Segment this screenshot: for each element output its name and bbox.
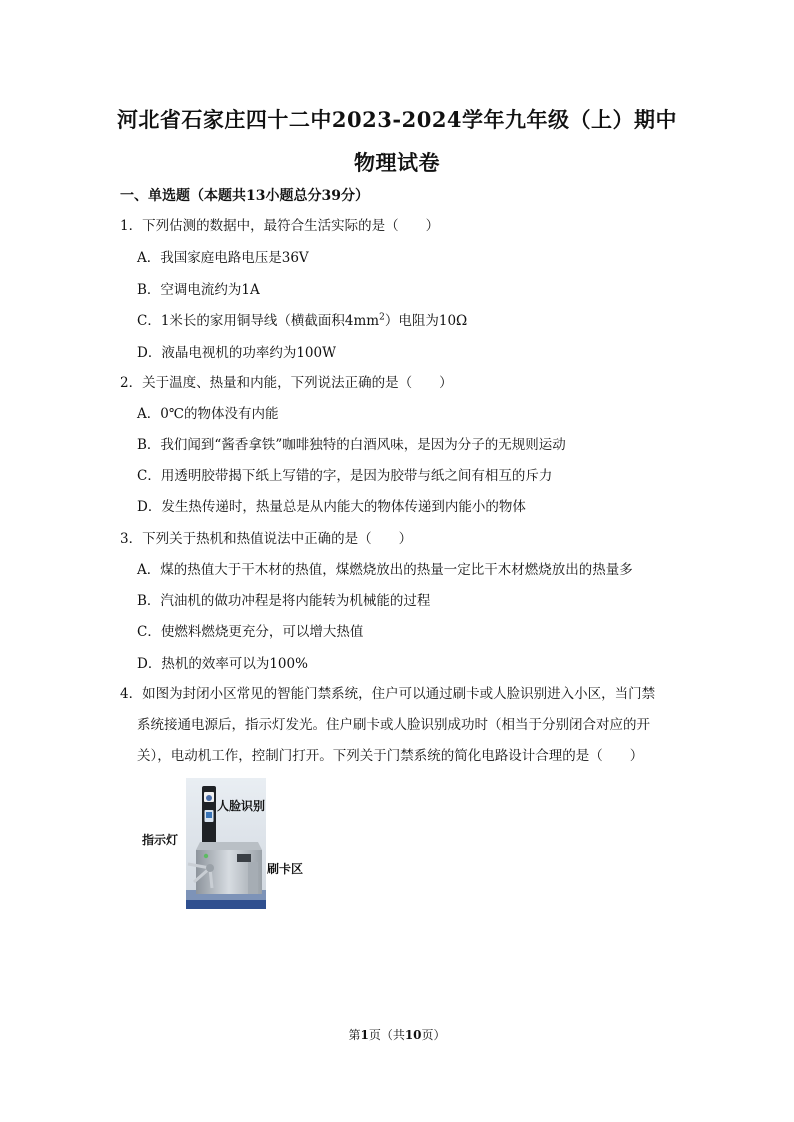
page-number: 1 [360,1028,369,1042]
question-3-option-c: C．使燃料燃烧更充分，可以增大热值 [137,624,364,640]
page-footer [0,1026,794,1043]
exam-title-line1: 河北省石家庄四十二中2023-2024学年九年级（上）期中 [116,107,678,132]
question-1-option-a: A．我国家庭电路电压是36V [137,250,309,266]
question-4-stem-line3: 关），电动机工作，控制门打开。下列关于门禁系统的简化电路设计合理的是（ ） [137,748,644,764]
question-3-option-a: A．煤的热值大于干木材的热值，煤燃烧放出的热量一定比干木材燃烧放出的热量多 [137,562,633,578]
face-recognition-label: 人脸识别 [217,799,266,813]
footer-prefix: 第 [348,1028,361,1042]
question-4-stem-line1: 4．如图为封闭小区常见的智能门禁系统，住户可以通过刷卡或人脸识别进入小区，当门禁 [120,686,656,702]
question-1-stem: 1．下列估测的数据中，最符合生活实际的是（ ） [120,218,440,234]
question-2-option-b: B．我们闻到“酱香拿铁”咖啡独特的白酒风味，是因为分子的无规则运动 [137,437,566,453]
option-c-tail: ）电阻为10Ω [384,313,468,329]
exam-title-line2: 物理试卷 [354,150,440,175]
access-control-figure [140,778,310,913]
question-1-option-c [137,312,467,330]
question-3-option-d: D．热机的效率可以为100% [137,656,308,672]
question-3-stem: 3．下列关于热机和热值说法中正确的是（ ） [120,531,413,547]
question-2-stem: 2．关于温度、热量和内能，下列说法正确的是（ ） [120,375,453,391]
question-2-option-c: C．用透明胶带揭下纸上写错的字，是因为胶带与纸之间有相互的斥力 [137,468,553,484]
question-4-stem-line2: 系统接通电源后，指示灯发光。住户刷卡或人脸识别成功时（相当于分别闭合对应的开 [137,717,650,733]
footer-suffix: 页） [421,1028,446,1042]
option-c-text: C．1米长的家用铜导线（横截面积4mm [137,313,380,329]
question-1-option-b: B．空调电流约为1A [137,282,260,298]
indicator-light-label: 指示灯 [142,833,179,847]
question-3-option-b: B．汽油机的做功冲程是将内能转为机械能的过程 [137,593,431,609]
card-swipe-area-label: 刷卡区 [267,862,304,876]
question-1-option-d: D．液晶电视机的功率约为100W [137,345,336,361]
section-heading: 一、单选题（本题共13小题总分39分） [120,188,369,204]
question-2-option-a: A．0℃的物体没有内能 [137,406,279,422]
footer-middle: 页（共 [368,1028,405,1042]
superscript: 2 [379,312,385,323]
question-2-option-d: D．发生热传递时，热量总是从内能大的物体传递到内能小的物体 [137,499,526,515]
total-pages: 10 [404,1028,422,1042]
